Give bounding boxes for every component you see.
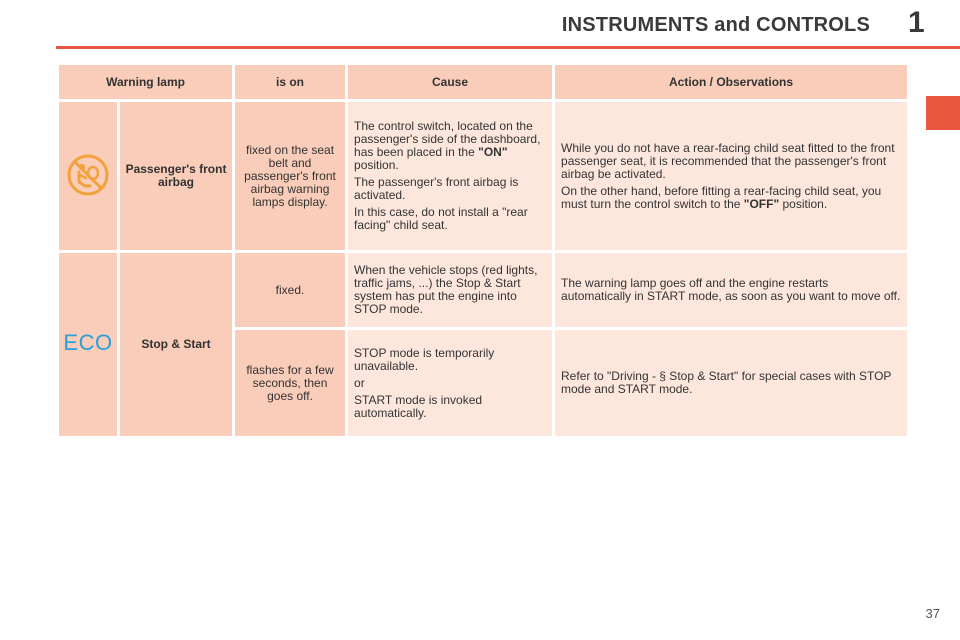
stop-start-is-on-flashes: flashes for a few seconds, then goes off.: [235, 330, 345, 436]
page-title: INSTRUMENTS and CONTROLS: [561, 14, 870, 36]
airbag-cause: [348, 102, 552, 250]
chapter-tab: [926, 96, 960, 130]
action-paragraph: On the other hand, before fitting a rear-facing child seat, you must turn the control switch to the "OFF" position.: [561, 183, 882, 211]
table-row: [59, 253, 907, 327]
airbag-action: [555, 102, 907, 250]
eco-icon-cell: [59, 253, 117, 436]
cause-paragraph: The passenger's front airbag is activated.: [354, 175, 519, 202]
passenger-airbag-off-icon: [66, 153, 110, 200]
header-action: Action / Observations: [555, 65, 907, 99]
header-is-on: is on: [235, 65, 345, 99]
cause-paragraph: The control switch, located on the passenger's side of the dashboard, has been placed in the "ON" position.: [354, 119, 541, 172]
header-cause: Cause: [348, 65, 552, 99]
page-number: 37: [925, 606, 940, 621]
airbag-is-on: fixed on the seat belt and passenger's front airbag warning lamps display.: [235, 102, 345, 250]
header-rule: [56, 46, 960, 49]
stop-start-cause-fixed: When the vehicle stops (red lights, traffic jams, ...) the Stop & Start system has put the engine into STOP mode.: [348, 253, 552, 327]
warning-lamp-table: [56, 62, 910, 439]
table-row: [59, 102, 907, 250]
chapter-number: 1: [908, 6, 925, 39]
stop-start-lamp-name: Stop & Start: [120, 253, 232, 436]
action-paragraph: While you do not have a rear-facing child seat fitted to the front passenger seat, it is recommended that the passenger's front airbag be activated.: [561, 140, 895, 181]
eco-icon: ECO: [63, 330, 113, 355]
airbag-lamp-name: Passenger's front airbag: [120, 102, 232, 250]
header-warning-lamp: Warning lamp: [59, 65, 232, 99]
table-header-row: [59, 65, 907, 99]
stop-start-cause-flashes: STOP mode is temporarily unavailable. or START mode is invoked automatically.: [348, 330, 552, 436]
stop-start-action-flashes: Refer to "Driving - § Stop & Start" for special cases with STOP mode and START mode.: [555, 330, 907, 436]
stop-start-is-on-fixed: fixed.: [235, 253, 345, 327]
stop-start-action-fixed: The warning lamp goes off and the engine restarts automatically in START mode, as soon as you want to move off.: [555, 253, 907, 327]
airbag-icon-cell: [59, 102, 117, 250]
cause-paragraph: In this case, do not install a "rear facing" child seat.: [354, 205, 528, 232]
